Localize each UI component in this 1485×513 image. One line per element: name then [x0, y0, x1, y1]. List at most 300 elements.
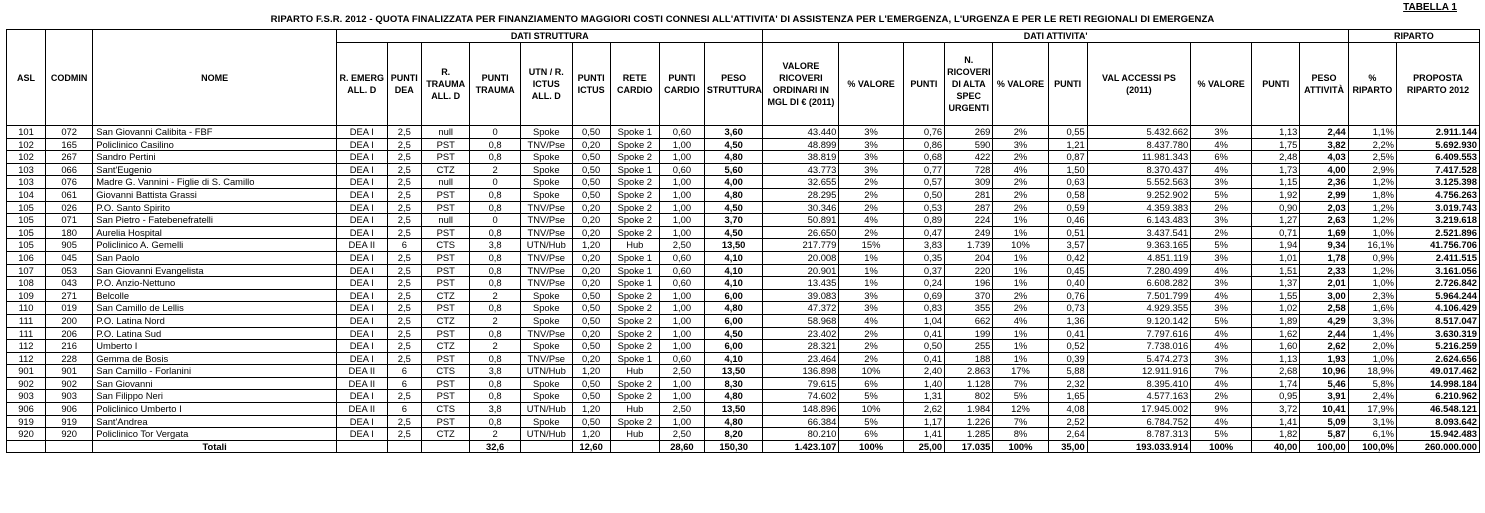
table-cell: Spoke 2	[610, 176, 659, 189]
table-cell: 1%	[993, 214, 1048, 227]
table-cell: 8.517.047	[1397, 314, 1480, 327]
table-cell: 2,5	[387, 302, 421, 315]
table-cell: 3,57	[1048, 239, 1087, 252]
table-cell: 2,5	[387, 327, 421, 340]
table-cell: 0,8	[470, 264, 521, 277]
table-cell: 4,50	[704, 226, 763, 239]
table-cell: 0,20	[572, 352, 610, 365]
table-cell: 2%	[993, 302, 1048, 315]
table-cell: DEA I	[336, 415, 387, 428]
table-cell: 102	[7, 138, 46, 151]
table-cell: 4,50	[704, 201, 763, 214]
table-cell: 17.945.002	[1087, 403, 1190, 416]
table-cell: 0,20	[572, 214, 610, 227]
table-cell: San Camillo de Lellis	[93, 302, 337, 315]
table-cell: Spoke 2	[610, 151, 659, 164]
table-cell: TNV/Pse	[520, 214, 572, 227]
column-header: PUNTI	[1048, 43, 1087, 126]
table-cell: 13,50	[704, 403, 763, 416]
table-cell: 3.161.056	[1397, 264, 1480, 277]
table-cell: DEA I	[336, 126, 387, 139]
table-cell: PST	[422, 377, 470, 390]
table-cell: 076	[46, 176, 93, 189]
table-cell: DEA II	[336, 365, 387, 378]
table-cell: PST	[422, 327, 470, 340]
table-cell: 0,8	[470, 327, 521, 340]
column-header: % RIPARTO	[1348, 43, 1396, 126]
table-cell: PST	[422, 415, 470, 428]
table-cell: 165	[46, 138, 93, 151]
table-cell: 2	[470, 340, 521, 353]
table-cell: UTN/Hub	[520, 365, 572, 378]
table-cell: 045	[46, 251, 93, 264]
table-cell: 220	[945, 264, 993, 277]
table-cell: 107	[7, 264, 46, 277]
table-cell: TNV/Pse	[520, 277, 572, 290]
table-cell: Spoke 1	[610, 264, 659, 277]
table-cell: 919	[46, 415, 93, 428]
table-cell: 662	[945, 314, 993, 327]
table-cell: 0,50	[572, 151, 610, 164]
totals-row	[7, 440, 1480, 453]
table-cell: 5%	[839, 415, 903, 428]
table-cell: 10,96	[1300, 365, 1348, 378]
page-title: RIPARTO F.S.R. 2012 - QUOTA FINALIZZATA PER FINANZIAMENTO MAGGIORI COSTI CONNESI ALL'ATTIVITA' DI ASSISTENZA PER L'EMERGENZA, L'URGENZA E PER LE RETI REGIONALI DI EMERGENZA	[270, 14, 1215, 25]
table-cell: 4%	[1191, 163, 1252, 176]
table-cell: UTN/Hub	[520, 239, 572, 252]
table-cell: 74.602	[763, 390, 839, 403]
table-cell: CTZ	[422, 428, 470, 441]
table-cell: 0,40	[1048, 277, 1087, 290]
table-cell: 1,13	[1252, 126, 1300, 139]
table-cell: 200	[46, 314, 93, 327]
table-cell: 4%	[1191, 289, 1252, 302]
table-cell: 20.008	[763, 251, 839, 264]
table-cell: DEA I	[336, 390, 387, 403]
table-cell: 3,8	[470, 365, 521, 378]
column-header: PUNTI ICTUS	[572, 43, 610, 126]
table-cell: 5,46	[1300, 377, 1348, 390]
table-cell: 10%	[993, 239, 1048, 252]
table-cell: 0,89	[903, 214, 944, 227]
table-cell: Hub	[610, 365, 659, 378]
table-cell: 8,30	[704, 377, 763, 390]
table-cell: PST	[422, 390, 470, 403]
table-cell: null	[422, 176, 470, 189]
table-cell: DEA I	[336, 340, 387, 353]
table-cell: Spoke 2	[610, 214, 659, 227]
table-cell: 0	[470, 126, 521, 139]
table-cell: 1,74	[1252, 377, 1300, 390]
table-cell: 066	[46, 163, 93, 176]
table-cell: 0,51	[1048, 226, 1087, 239]
table-cell: 3%	[839, 138, 903, 151]
table-cell: 204	[945, 251, 993, 264]
table-cell: 79.615	[763, 377, 839, 390]
table-cell: 0,8	[470, 138, 521, 151]
table-cell: 9.363.165	[1087, 239, 1190, 252]
table-cell: 0,50	[572, 377, 610, 390]
totals-cell: 100,00	[1300, 440, 1348, 453]
table-cell: 281	[945, 188, 993, 201]
table-cell: 6%	[1191, 151, 1252, 164]
column-header: PUNTI CARDIO	[660, 43, 705, 126]
table-cell: 0,60	[660, 126, 705, 139]
table-cell: Spoke	[520, 151, 572, 164]
table-cell: 1,41	[1252, 415, 1300, 428]
table-cell: 0,68	[903, 151, 944, 164]
table-cell: 2%	[993, 289, 1048, 302]
table-cell: 6,00	[704, 340, 763, 353]
table-cell: 0,60	[660, 251, 705, 264]
table-cell: 1,8%	[1348, 188, 1396, 201]
table-cell: Spoke	[520, 289, 572, 302]
table-cell: 906	[7, 403, 46, 416]
table-row	[7, 163, 1480, 176]
table-cell: 1,69	[1300, 226, 1348, 239]
table-cell: San Giovanni Evangelista	[93, 264, 337, 277]
table-cell: 0	[470, 214, 521, 227]
table-cell: 4,80	[704, 188, 763, 201]
table-cell: 7%	[1191, 365, 1252, 378]
table-row	[7, 277, 1480, 290]
table-cell: 1%	[993, 340, 1048, 353]
table-cell: 1,00	[660, 289, 705, 302]
table-cell: Umberto I	[93, 340, 337, 353]
table-cell: Spoke 2	[610, 302, 659, 315]
table-cell: PST	[422, 251, 470, 264]
table-cell: 0,50	[572, 176, 610, 189]
table-cell: TNV/Pse	[520, 138, 572, 151]
table-cell: 5.964.244	[1397, 289, 1480, 302]
table-cell: 0,50	[572, 289, 610, 302]
table-cell: 3%	[839, 163, 903, 176]
table-cell: 2,33	[1300, 264, 1348, 277]
table-cell: 0,24	[903, 277, 944, 290]
table-cell: 0,58	[1048, 188, 1087, 201]
table-cell: 0,77	[903, 163, 944, 176]
table-cell: Aurelia Hospital	[93, 226, 337, 239]
table-cell: 6	[387, 365, 421, 378]
table-cell: 6.143.483	[1087, 214, 1190, 227]
table-cell: 1,60	[1252, 340, 1300, 353]
totals-cell: 100%	[993, 440, 1048, 453]
table-cell: 2,5	[387, 138, 421, 151]
table-cell: 370	[945, 289, 993, 302]
table-cell: 109	[7, 289, 46, 302]
table-cell: 1,01	[1252, 251, 1300, 264]
table-cell: 148.896	[763, 403, 839, 416]
table-row	[7, 365, 1480, 378]
table-row	[7, 302, 1480, 315]
table-cell: Spoke 2	[610, 188, 659, 201]
table-cell: 061	[46, 188, 93, 201]
table-cell: San Paolo	[93, 251, 337, 264]
table-cell: 1,51	[1252, 264, 1300, 277]
table-cell: 6%	[839, 377, 903, 390]
table-cell: 3.219.618	[1397, 214, 1480, 227]
table-body	[7, 126, 1480, 441]
column-header: UTN / R. ICTUS ALL. D	[520, 43, 572, 126]
table-cell: 2,5	[387, 251, 421, 264]
table-cell: 47.372	[763, 302, 839, 315]
table-cell: 026	[46, 201, 93, 214]
table-cell: 3%	[839, 151, 903, 164]
table-cell: 5%	[1191, 239, 1252, 252]
table-cell: 1,75	[1252, 138, 1300, 151]
table-cell: 3,00	[1300, 289, 1348, 302]
table-cell: 3,1%	[1348, 415, 1396, 428]
table-cell: 4,80	[704, 415, 763, 428]
table-cell: DEA I	[336, 188, 387, 201]
table-cell: 1,4%	[1348, 327, 1396, 340]
table-cell: 2,01	[1300, 277, 1348, 290]
table-cell: 4%	[839, 214, 903, 227]
table-cell: 4.106.429	[1397, 302, 1480, 315]
table-cell: 267	[46, 151, 93, 164]
table-cell: 2%	[839, 188, 903, 201]
table-cell: Spoke 2	[610, 390, 659, 403]
table-cell: 2,0%	[1348, 340, 1396, 353]
table-cell: 0,9%	[1348, 251, 1396, 264]
table-cell: 7%	[993, 415, 1048, 428]
table-cell: 2,5	[387, 176, 421, 189]
table-cell: PST	[422, 151, 470, 164]
table-row	[7, 138, 1480, 151]
table-cell: Sant'Andrea	[93, 415, 337, 428]
table-cell: TNV/Pse	[520, 201, 572, 214]
table-cell: 2.411.515	[1397, 251, 1480, 264]
table-cell: 2%	[993, 151, 1048, 164]
table-cell: 4,08	[1048, 403, 1087, 416]
table-cell: 1,2%	[1348, 214, 1396, 227]
table-cell: 1.984	[945, 403, 993, 416]
table-cell: 3,60	[704, 126, 763, 139]
table-cell: 32.655	[763, 176, 839, 189]
column-header: R. TRAUMA ALL. D	[422, 43, 470, 126]
totals-cell: 35,00	[1048, 440, 1087, 453]
table-cell: 111	[7, 327, 46, 340]
table-row	[7, 251, 1480, 264]
table-cell: Giovanni Battista Grassi	[93, 188, 337, 201]
table-cell: PST	[422, 302, 470, 315]
table-cell: 49.017.462	[1397, 365, 1480, 378]
totals-cell: 100%	[839, 440, 903, 453]
table-cell: 271	[46, 289, 93, 302]
table-cell: DEA I	[336, 289, 387, 302]
table-cell: Sandro Pertini	[93, 151, 337, 164]
table-cell: 4%	[1191, 327, 1252, 340]
table-cell: 2,5	[387, 201, 421, 214]
table-cell: 0,55	[1048, 126, 1087, 139]
table-cell: 0,8	[470, 377, 521, 390]
table-cell: 4%	[1191, 415, 1252, 428]
table-cell: 0,8	[470, 277, 521, 290]
table-cell: 1,20	[572, 239, 610, 252]
table-cell: 0,50	[572, 188, 610, 201]
table-cell: 1.285	[945, 428, 993, 441]
table-cell: 4,10	[704, 251, 763, 264]
table-cell: 103	[7, 176, 46, 189]
table-cell: 105	[7, 201, 46, 214]
table-cell: 2%	[839, 352, 903, 365]
table-cell: Spoke 2	[610, 289, 659, 302]
table-cell: 199	[945, 327, 993, 340]
table-cell: 2,5	[387, 277, 421, 290]
table-cell: 5,09	[1300, 415, 1348, 428]
table-cell: CTZ	[422, 289, 470, 302]
table-cell: 2,5	[387, 289, 421, 302]
totals-cell: 260.000.000	[1397, 440, 1480, 453]
table-cell: 12.911.916	[1087, 365, 1190, 378]
table-cell: Hub	[610, 428, 659, 441]
table-cell: 2,36	[1300, 176, 1348, 189]
table-cell: 3%	[1191, 214, 1252, 227]
table-cell: 1,82	[1252, 428, 1300, 441]
table-cell: 903	[7, 390, 46, 403]
table-cell: 216	[46, 340, 93, 353]
table-row	[7, 415, 1480, 428]
table-cell: 0,50	[572, 302, 610, 315]
table-cell: 3,72	[1252, 403, 1300, 416]
table-cell: 224	[945, 214, 993, 227]
table-cell: Spoke 2	[610, 314, 659, 327]
table-cell: 2,4%	[1348, 390, 1396, 403]
column-header: PUNTI DEA	[387, 43, 421, 126]
table-row	[7, 126, 1480, 139]
table-cell: 108	[7, 277, 46, 290]
table-cell: Spoke	[520, 314, 572, 327]
table-cell: 2.624.656	[1397, 352, 1480, 365]
table-cell: Spoke 2	[610, 340, 659, 353]
table-cell: 3,8	[470, 239, 521, 252]
table-cell: DEA I	[336, 226, 387, 239]
table-cell: 0,50	[903, 188, 944, 201]
table-cell: 3,70	[704, 214, 763, 227]
table-cell: 1,37	[1252, 277, 1300, 290]
totals-cell: 100%	[1191, 440, 1252, 453]
table-cell: PST	[422, 138, 470, 151]
table-cell: 0,50	[572, 390, 610, 403]
table-row	[7, 314, 1480, 327]
table-cell: Spoke 2	[610, 377, 659, 390]
table-cell: 3,83	[903, 239, 944, 252]
table-cell: Sant'Eugenio	[93, 163, 337, 176]
table-cell: 0,95	[1252, 390, 1300, 403]
table-cell: 2,5	[387, 352, 421, 365]
table-cell: 1%	[839, 264, 903, 277]
table-cell: 2%	[993, 188, 1048, 201]
table-cell: 1,2%	[1348, 201, 1396, 214]
table-cell: 3%	[1191, 302, 1252, 315]
table-cell: 9%	[1191, 403, 1252, 416]
table-cell: 2,03	[1300, 201, 1348, 214]
table-cell: 3%	[1191, 277, 1252, 290]
table-cell: 17,9%	[1348, 403, 1396, 416]
table-cell: 6.210.962	[1397, 390, 1480, 403]
table-cell: 0,86	[903, 138, 944, 151]
table-cell: PST	[422, 188, 470, 201]
table-cell: TNV/Pse	[520, 352, 572, 365]
table-cell: 1,21	[1048, 138, 1087, 151]
table-cell: P.O. Anzio-Nettuno	[93, 277, 337, 290]
table-cell: 309	[945, 176, 993, 189]
table-cell: 0,20	[572, 327, 610, 340]
table-row	[7, 226, 1480, 239]
table-cell: 2%	[993, 201, 1048, 214]
table-cell: Belcolle	[93, 289, 337, 302]
table-cell: 12%	[993, 403, 1048, 416]
table-cell: 1%	[839, 251, 903, 264]
table-cell: Gemma de Bosis	[93, 352, 337, 365]
table-cell: 0,8	[470, 352, 521, 365]
table-cell: 2	[470, 428, 521, 441]
table-cell: 4.929.355	[1087, 302, 1190, 315]
table-cell: 1%	[993, 264, 1048, 277]
table-cell: DEA I	[336, 352, 387, 365]
table-cell: 920	[46, 428, 93, 441]
table-cell: P.O. Latina Sud	[93, 327, 337, 340]
table-cell: 4,50	[704, 138, 763, 151]
table-cell: 6	[387, 377, 421, 390]
table-cell: 2,40	[903, 365, 944, 378]
table-cell: 3%	[1191, 176, 1252, 189]
table-cell: 2,2%	[1348, 138, 1396, 151]
table-cell: Spoke 2	[610, 201, 659, 214]
table-cell: 0,60	[660, 264, 705, 277]
table-cell: 1,27	[1252, 214, 1300, 227]
table-cell: 112	[7, 340, 46, 353]
totals-cell: 193.033.914	[1087, 440, 1190, 453]
table-cell: 16,1%	[1348, 239, 1396, 252]
table-cell: 072	[46, 126, 93, 139]
table-cell: 15%	[839, 239, 903, 252]
table-row	[7, 214, 1480, 227]
table-cell: 1,36	[1048, 314, 1087, 327]
column-header: VALORE RICOVERI ORDINARI IN MGL DI € (2011)	[763, 43, 839, 126]
table-cell: 2,50	[660, 428, 705, 441]
table-cell: 1,31	[903, 390, 944, 403]
group-header-struttura: DATI STRUTTURA	[336, 30, 763, 43]
table-cell: 0,69	[903, 289, 944, 302]
table-cell: Spoke 1	[610, 251, 659, 264]
table-cell: 6,00	[704, 289, 763, 302]
table-cell: 5%	[1191, 428, 1252, 441]
table-cell: Spoke 2	[610, 415, 659, 428]
table-cell: 920	[7, 428, 46, 441]
column-header: ASL	[7, 30, 46, 126]
table-cell: Policlinico Casilino	[93, 138, 337, 151]
table-cell: 41.756.706	[1397, 239, 1480, 252]
table-cell: DEA I	[336, 214, 387, 227]
table-cell: 0,73	[1048, 302, 1087, 315]
totals-cell: 32,6	[470, 440, 521, 453]
table-cell: CTS	[422, 239, 470, 252]
table-cell: 4,03	[1300, 151, 1348, 164]
column-header: R. EMERG ALL. D	[336, 43, 387, 126]
table-cell: 4,80	[704, 390, 763, 403]
table-cell: Spoke	[520, 415, 572, 428]
table-cell: 46.548.121	[1397, 403, 1480, 416]
table-cell: 5,88	[1048, 365, 1087, 378]
table-cell: 104	[7, 188, 46, 201]
table-cell: Policlinico Umberto I	[93, 403, 337, 416]
table-cell: Spoke 1	[610, 277, 659, 290]
table-cell: 1,2%	[1348, 176, 1396, 189]
table-cell: 919	[7, 415, 46, 428]
table-cell: DEA I	[336, 264, 387, 277]
table-cell: 112	[7, 352, 46, 365]
